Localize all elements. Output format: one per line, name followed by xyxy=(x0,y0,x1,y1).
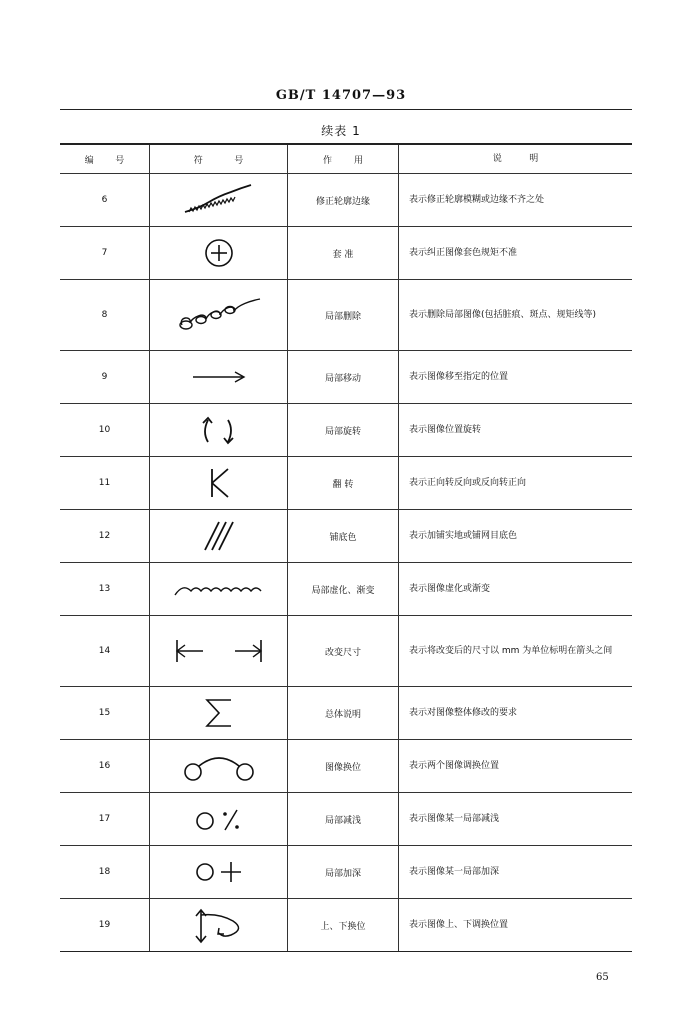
lighten-circle-percent-icon xyxy=(191,804,247,834)
use-cell: 图像换位 xyxy=(288,740,399,793)
symbol-cell xyxy=(150,174,288,227)
table-row xyxy=(60,404,632,457)
table-row xyxy=(60,280,632,351)
desc-cell: 表示图像上、下调换位置 xyxy=(399,899,633,952)
sigma-icon xyxy=(199,695,239,731)
move-arrow-icon xyxy=(189,367,249,387)
use-cell: 上、下换位 xyxy=(288,899,399,952)
symbol-cell xyxy=(150,227,288,280)
hatch-lines-icon xyxy=(199,518,239,554)
desc-cell: 表示图像某一局部加深 xyxy=(399,846,633,899)
use-cell: 局部加深 xyxy=(288,846,399,899)
symbol-cell xyxy=(150,457,288,510)
registration-circle-plus-icon xyxy=(199,235,239,271)
header-no: 编 号 xyxy=(60,144,150,174)
row-number: 12 xyxy=(60,510,150,563)
table-caption: 续表 1 xyxy=(321,124,361,138)
row-number: 18 xyxy=(60,846,150,899)
swap-circles-icon xyxy=(179,748,259,784)
desc-cell: 表示图像某一局部减浅 xyxy=(399,793,633,846)
symbol-cell xyxy=(150,616,288,687)
row-number: 17 xyxy=(60,793,150,846)
dimension-arrows-icon xyxy=(169,636,269,666)
use-cell: 局部移动 xyxy=(288,351,399,404)
desc-cell: 表示图像虚化或渐变 xyxy=(399,563,633,616)
use-cell: 铺底色 xyxy=(288,510,399,563)
row-number: 13 xyxy=(60,563,150,616)
use-cell: 总体说明 xyxy=(288,687,399,740)
row-number: 10 xyxy=(60,404,150,457)
table-row xyxy=(60,457,632,510)
flip-k-icon xyxy=(204,465,234,501)
table-row xyxy=(60,740,632,793)
page-number: 65 xyxy=(596,972,609,983)
table-row xyxy=(60,510,632,563)
desc-cell: 表示将改变后的尺寸以 mm 为单位标明在箭头之间 xyxy=(399,616,633,687)
use-cell: 修正轮廓边缘 xyxy=(288,174,399,227)
symbol-cell xyxy=(150,846,288,899)
symbol-cell xyxy=(150,899,288,952)
delete-loops-icon xyxy=(174,295,264,335)
swap-up-down-icon xyxy=(189,905,249,945)
row-number: 9 xyxy=(60,351,150,404)
use-cell: 局部减浅 xyxy=(288,793,399,846)
symbol-cell xyxy=(150,563,288,616)
table-row xyxy=(60,687,632,740)
symbol-cell xyxy=(150,740,288,793)
header-symbol: 符 号 xyxy=(150,144,288,174)
desc-cell: 表示纠正图像套色规矩不准 xyxy=(399,227,633,280)
table-row xyxy=(60,616,632,687)
symbol-cell xyxy=(150,280,288,351)
desc-cell: 表示对图像整体修改的要求 xyxy=(399,687,633,740)
header-desc: 说 明 xyxy=(399,144,633,174)
row-number: 8 xyxy=(60,280,150,351)
use-cell: 改变尺寸 xyxy=(288,616,399,687)
header-use: 作 用 xyxy=(288,144,399,174)
table-row xyxy=(60,846,632,899)
darken-circle-plus-icon xyxy=(191,857,247,887)
use-cell: 局部旋转 xyxy=(288,404,399,457)
correct-outline-icon xyxy=(179,182,259,218)
row-number: 15 xyxy=(60,687,150,740)
use-cell: 局部删除 xyxy=(288,280,399,351)
row-number: 16 xyxy=(60,740,150,793)
use-cell: 翻 转 xyxy=(288,457,399,510)
row-number: 7 xyxy=(60,227,150,280)
desc-cell: 表示正向转反向或反向转正向 xyxy=(399,457,633,510)
symbol-cell xyxy=(150,510,288,563)
symbol-cell xyxy=(150,404,288,457)
symbols-table xyxy=(60,143,632,952)
wavy-line-icon xyxy=(171,577,267,601)
table-row xyxy=(60,563,632,616)
desc-cell: 表示加铺实地或铺网目底色 xyxy=(399,510,633,563)
row-number: 14 xyxy=(60,616,150,687)
desc-cell: 表示图像位置旋转 xyxy=(399,404,633,457)
table-row xyxy=(60,174,632,227)
table-header-row xyxy=(60,144,632,174)
table-row xyxy=(60,899,632,952)
table-row xyxy=(60,227,632,280)
use-cell: 局部虚化、渐变 xyxy=(288,563,399,616)
table-row xyxy=(60,793,632,846)
use-cell: 套 准 xyxy=(288,227,399,280)
symbol-cell xyxy=(150,793,288,846)
symbol-cell xyxy=(150,687,288,740)
rotate-arrows-icon xyxy=(194,412,244,448)
desc-cell: 表示两个图像调换位置 xyxy=(399,740,633,793)
header-rule xyxy=(60,109,632,110)
row-number: 19 xyxy=(60,899,150,952)
symbol-cell xyxy=(150,351,288,404)
desc-cell: 表示修正轮廓模糊或边缘不齐之处 xyxy=(399,174,633,227)
table-row xyxy=(60,351,632,404)
row-number: 11 xyxy=(60,457,150,510)
standard-header: GB/T 14707—93 xyxy=(275,88,407,103)
row-number: 6 xyxy=(60,174,150,227)
desc-cell: 表示图像移至指定的位置 xyxy=(399,351,633,404)
desc-cell: 表示删除局部图像(包括脏痕、斑点、规矩线等) xyxy=(399,280,633,351)
